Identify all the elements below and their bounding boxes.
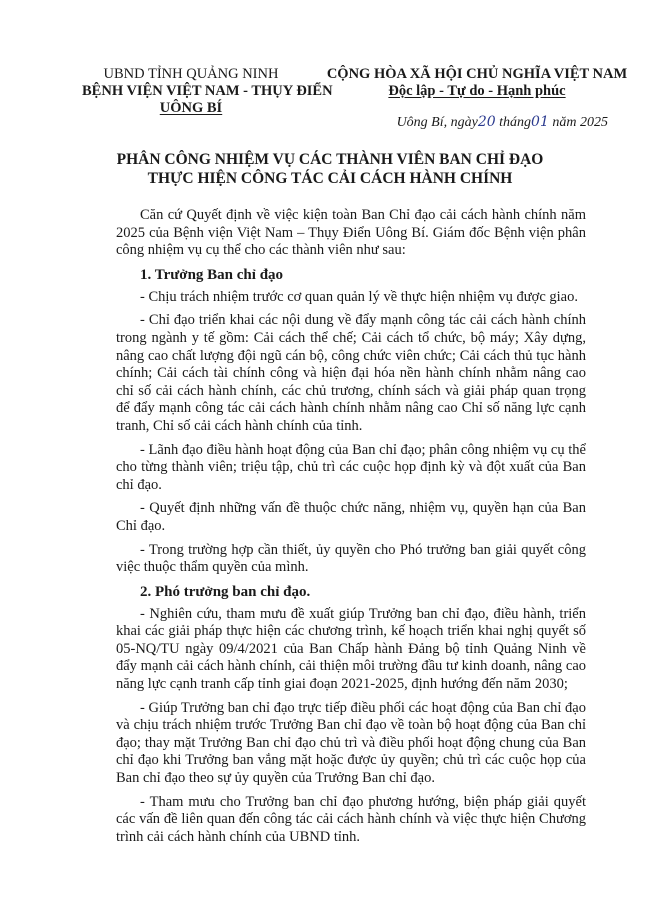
section-1-heading: 1. Trưởng Ban chỉ đạo xyxy=(140,266,284,283)
national-title: CỘNG HÒA XÃ HỘI CHỦ NGHĨA VIỆT NAM xyxy=(326,66,628,82)
national-motto-block xyxy=(318,66,636,100)
date-prefix: Uông Bí, ngày xyxy=(396,115,478,130)
intro-paragraph: Căn cứ Quyết định về việc kiện toàn Ban Chỉ đạo cải cách hành chính năm 2025 của Bệnh viện Việt Nam – Thụy Điển Uông Bí. Giám đốc Bệnh viện phân công nhiệm vụ cụ thể cho các thành viên như sau: xyxy=(116,207,586,259)
date-day: 20 xyxy=(477,114,496,130)
document-title xyxy=(70,150,590,188)
issuer-name-line1: BỆNH VIỆN VIỆT NAM - THỤY ĐIỂN xyxy=(82,83,333,99)
issuer-parent-org: UBND TỈNH QUẢNG NINH xyxy=(103,66,279,82)
title-line1: PHÂN CÔNG NHIỆM VỤ CÁC THÀNH VIÊN BAN CHỈ ĐẠO xyxy=(116,151,544,168)
section-1-item: - Chịu trách nhiệm trước cơ quan quản lý về thực hiện nhiệm vụ được giao. xyxy=(140,288,578,305)
section-1-item: - Lãnh đạo điều hành hoạt động của Ban chỉ đạo; phân công nhiệm vụ cụ thể cho từng thành viên; triệu tập, chủ trì các cuộc họp định kỳ và đột xuất của Ban chỉ đạo. xyxy=(116,441,586,493)
issuer-name-line2: UÔNG BÍ xyxy=(159,100,223,116)
document-date xyxy=(330,114,608,131)
title-line2: THỰC HIỆN CÔNG TÁC CẢI CÁCH HÀNH CHÍNH xyxy=(147,170,513,187)
document-body xyxy=(116,207,586,852)
section-2-item: - Tham mưu cho Trưởng ban chỉ đạo phương hướng, biện pháp giải quyết các vấn đề liên quan đến công tác cải cách hành chính và việc thực hiện Chương trình cải cách hành chính của UBND tỉnh. xyxy=(116,793,586,845)
national-motto: Độc lập - Tự do - Hạnh phúc xyxy=(388,83,566,99)
date-month: 01 xyxy=(531,114,549,130)
section-1-item: - Chỉ đạo triển khai các nội dung về đẩy mạnh công tác cải cách hành chính trong ngành y tế gồm: Cải cách thể chế; Cải cách tổ chức, bộ máy; Xây dựng, nâng cao chất lượng đội ngũ cán bộ, công chức viên chức; Cải cách thủ tục hành chính; Cải cách tài chính công và hiện đại hóa nền hành chính nhằm nâng cao chỉ số cải cách hành chính, các chủ trương, chính sách và giải pháp quan trọng để đẩy mạnh công tác cải cách hành chính nhằm nâng cao Chỉ số năng lực cạnh tranh, Chỉ số cải cách hành chính của tỉnh. xyxy=(116,312,586,434)
section-2-heading: 2. Phó trưởng ban chỉ đạo. xyxy=(140,583,311,600)
date-suffix: năm 2025 xyxy=(552,115,608,130)
section-1-item: - Trong trường hợp cần thiết, ủy quyền cho Phó trưởng ban giải quyết công việc thuộc thẩm quyền của mình. xyxy=(116,541,586,576)
date-month-label: tháng xyxy=(499,115,532,130)
section-2-item: - Giúp Trưởng ban chỉ đạo trực tiếp điều phối các hoạt động của Ban chỉ đạo và chịu trách nhiệm trước Trưởng Ban chỉ đạo về toàn bộ hoạt động của Ban chỉ đạo; thay mặt Trưởng Ban chỉ đạo chủ trì và điều phối hoạt động chung của Ban chỉ đạo khi Trưởng ban vắng mặt hoặc được ủy quyền; chủ trì các cuộc họp của Ban chỉ đạo theo sự ủy quyền của Trưởng Ban chỉ đạo. xyxy=(116,699,586,787)
section-1-item: - Quyết định những vấn đề thuộc chức năng, nhiệm vụ, quyền hạn của Ban Chỉ đạo. xyxy=(116,500,586,534)
issuer-block xyxy=(82,66,333,117)
section-2-item: - Nghiên cứu, tham mưu đề xuất giúp Trưởng ban chỉ đạo, điều hành, triển khai các giải pháp thực hiện các chương trình, kế hoạch triển khai nghị quyết số 05-NQ/TU ngày 09/4/2021 của Ban Chấp hành Đảng bộ tỉnh Quảng Ninh về đẩy mạnh cải cách hành chính, cải thiện môi trường đầu tư kinh doanh, nâng cao năng lực cạnh tranh cấp tỉnh giai đoạn 2021-2025, định hướng đến năm 2030; xyxy=(116,605,586,693)
